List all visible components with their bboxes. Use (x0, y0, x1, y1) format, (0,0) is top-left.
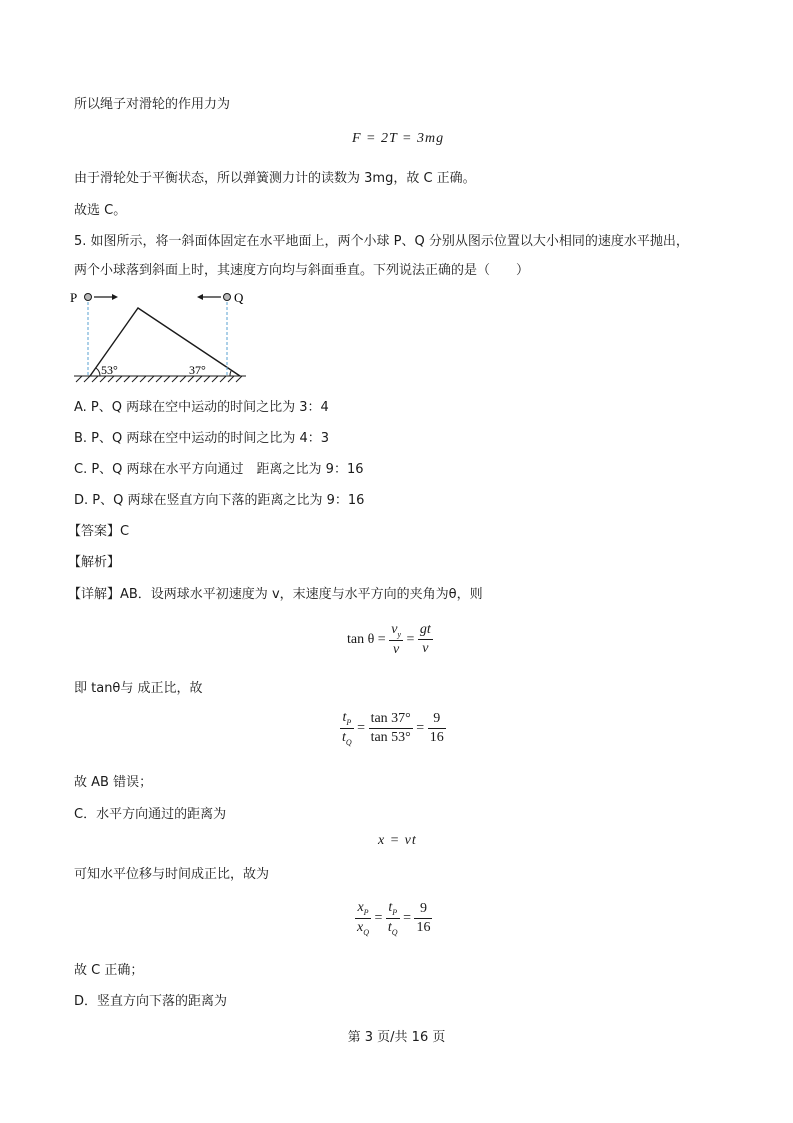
tq-denominator: $t_Q$ (342, 729, 352, 747)
tq-denominator-2: $t_Q$ (387, 919, 398, 937)
ball-q (224, 294, 231, 301)
fraction-tan-ratio (369, 711, 413, 746)
tp-numerator-2: $t_P$ (386, 900, 400, 919)
incline-figure (70, 288, 250, 384)
ground-hatching (74, 376, 246, 382)
tan37-numerator: tan 37° (369, 711, 413, 729)
question-5-line-1: 5. 如图所示，将一斜面体固定在水平地面上，两个小球 P、Q 分别从图示位置以大小相同的速度水平抛出， (74, 234, 689, 249)
label-p: P (70, 290, 78, 305)
ab-wrong-line: 故 AB 错误； (74, 775, 153, 790)
angle-arc-left (96, 368, 100, 376)
c-proportional-line: 可知水平位移与时间成正比，故为 (74, 867, 270, 882)
equals-sign-3: = (416, 720, 425, 736)
tan53-denominator: tan 53° (370, 729, 411, 745)
fraction-tp-over-tq (340, 710, 354, 747)
fraction-gt-over-v (418, 622, 433, 657)
sixteen-denominator-2: 16 (416, 919, 431, 935)
detail-line: 【详解】AB．设两球水平初速度为 v，末速度与水平方向的夹角为θ，则 (68, 587, 483, 602)
sixteen-denominator: 16 (429, 729, 444, 745)
equation-time-ratio (340, 710, 446, 747)
nine-numerator: 9 (428, 711, 446, 729)
text-line-3: 故选 C。 (74, 203, 127, 218)
proportional-line: 即 tanθ与 成正比，故 (74, 681, 203, 696)
nine-numerator-2: 9 (414, 901, 432, 919)
v-denominator-2: v (422, 641, 429, 657)
fraction-tp-over-tq-2 (386, 900, 400, 937)
tan-theta-lhs: tan θ = (347, 632, 386, 648)
equation-tan-theta (347, 622, 433, 658)
fraction-vy-over-v (389, 622, 403, 658)
option-a: A. P、Q 两球在空中运动的时间之比为 3：4 (74, 400, 329, 415)
c-distance-line: C．水平方向通过的距离为 (74, 807, 227, 822)
xq-denominator: $x_Q$ (357, 919, 369, 937)
d-distance-line: D．竖直方向下落的距离为 (74, 994, 228, 1009)
fraction-9-over-16-2 (414, 901, 432, 936)
angle-label-left: 53° (101, 363, 118, 377)
angle-arc-right (230, 371, 231, 376)
equals-sign: = (406, 632, 415, 648)
fraction-xp-over-xq (355, 900, 371, 937)
question-5-line-2: 两个小球落到斜面上时，其速度方向均与斜面垂直。下列说法正确的是（ ） (74, 263, 530, 278)
gt-numerator: gt (418, 622, 433, 640)
velocity-arrow-p (94, 294, 118, 300)
xp-numerator: $x_P$ (355, 900, 371, 919)
equals-sign-2: = (357, 720, 366, 736)
c-correct-line: 故 C 正确； (74, 963, 144, 978)
page-footer: 第 3 页/共 16 页 (347, 1030, 446, 1045)
velocity-arrow-q (197, 294, 221, 300)
angle-label-right: 37° (189, 363, 206, 377)
v-denominator: v (393, 641, 400, 657)
fraction-9-over-16 (428, 711, 446, 746)
option-b: B. P、Q 两球在空中运动的时间之比为 4：3 (74, 431, 330, 446)
equals-sign-4: = (374, 910, 383, 926)
ball-p (85, 294, 92, 301)
text-line-1: 所以绳子对滑轮的作用力为 (74, 97, 231, 112)
equation-distance-ratio (355, 900, 432, 937)
equation-force: F = 2T = 3mg (352, 131, 445, 146)
tp-numerator: $t_P$ (340, 710, 354, 729)
label-q: Q (234, 290, 244, 305)
equals-sign-5: = (403, 910, 411, 926)
answer-line: 【答案】C (68, 524, 130, 539)
text-line-2: 由于滑轮处于平衡状态，所以弹簧测力计的读数为 3mg，故 C 正确。 (74, 171, 476, 186)
equation-x-vt: x = vt (378, 833, 417, 848)
option-c: C. P、Q 两球在水平方向通过 距离之比为 9：16 (74, 462, 364, 477)
vy-numerator: $v_y$ (391, 622, 401, 639)
analysis-heading: 【解析】 (68, 555, 121, 570)
option-d: D. P、Q 两球在竖直方向下落的距离之比为 9：16 (74, 493, 365, 508)
